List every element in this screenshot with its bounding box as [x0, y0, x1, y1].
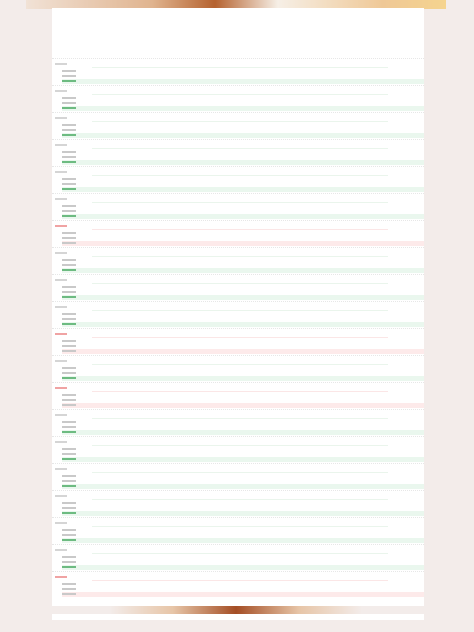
- question-item: [52, 58, 424, 85]
- radio-icon[interactable]: [62, 107, 76, 109]
- question-underline: [92, 67, 388, 68]
- radio-icon[interactable]: [62, 264, 76, 266]
- question-item: [52, 571, 424, 598]
- answer-option[interactable]: [62, 79, 424, 84]
- question-item: [52, 274, 424, 301]
- question-status-mark: [55, 360, 67, 362]
- question-underline: [92, 175, 388, 176]
- question-underline: [92, 472, 388, 473]
- radio-icon[interactable]: [62, 421, 76, 423]
- answer-option[interactable]: [62, 538, 424, 543]
- answer-option[interactable]: [62, 241, 424, 246]
- radio-icon[interactable]: [62, 102, 76, 104]
- radio-icon[interactable]: [62, 588, 76, 590]
- radio-icon[interactable]: [62, 507, 76, 509]
- answer-option[interactable]: [62, 322, 424, 327]
- question-status-mark: [55, 63, 67, 65]
- question-status-mark: [55, 225, 67, 227]
- question-item: [52, 328, 424, 355]
- radio-icon[interactable]: [62, 129, 76, 131]
- answer-option[interactable]: [62, 268, 424, 273]
- radio-icon[interactable]: [62, 242, 76, 244]
- radio-icon[interactable]: [62, 345, 76, 347]
- question-item: [52, 85, 424, 112]
- radio-icon[interactable]: [62, 593, 76, 595]
- radio-icon[interactable]: [62, 475, 76, 477]
- question-underline: [92, 229, 388, 230]
- radio-icon[interactable]: [62, 269, 76, 271]
- radio-icon[interactable]: [62, 75, 76, 77]
- question-status-mark: [55, 468, 67, 470]
- question-status-mark: [55, 171, 67, 173]
- question-list: [52, 58, 424, 598]
- question-status-mark: [55, 306, 67, 308]
- question-underline: [92, 580, 388, 581]
- radio-icon[interactable]: [62, 259, 76, 261]
- radio-icon[interactable]: [62, 485, 76, 487]
- question-item: [52, 436, 424, 463]
- question-underline: [92, 364, 388, 365]
- question-underline: [92, 418, 388, 419]
- question-underline: [92, 148, 388, 149]
- question-status-mark: [55, 333, 67, 335]
- question-status-mark: [55, 252, 67, 254]
- question-status-mark: [55, 414, 67, 416]
- radio-icon[interactable]: [62, 70, 76, 72]
- question-status-mark: [55, 576, 67, 578]
- answer-option[interactable]: [62, 214, 424, 219]
- radio-icon[interactable]: [62, 431, 76, 433]
- answer-option[interactable]: [62, 106, 424, 111]
- radio-icon[interactable]: [62, 583, 76, 585]
- radio-icon[interactable]: [62, 232, 76, 234]
- answer-option[interactable]: [62, 349, 424, 354]
- radio-icon[interactable]: [62, 556, 76, 558]
- radio-icon[interactable]: [62, 561, 76, 563]
- question-item: [52, 544, 424, 571]
- question-status-mark: [55, 144, 67, 146]
- question-item: [52, 139, 424, 166]
- radio-icon[interactable]: [62, 97, 76, 99]
- question-item: [52, 355, 424, 382]
- answer-option[interactable]: [62, 484, 424, 489]
- answer-option[interactable]: [62, 457, 424, 462]
- question-status-mark: [55, 495, 67, 497]
- radio-icon[interactable]: [62, 161, 76, 163]
- answer-option[interactable]: [62, 160, 424, 165]
- question-underline: [92, 391, 388, 392]
- radio-icon[interactable]: [62, 318, 76, 320]
- radio-icon[interactable]: [62, 340, 76, 342]
- question-item: [52, 193, 424, 220]
- radio-icon[interactable]: [62, 502, 76, 504]
- question-underline: [92, 310, 388, 311]
- radio-icon[interactable]: [62, 404, 76, 406]
- answer-option[interactable]: [62, 187, 424, 192]
- radio-icon[interactable]: [62, 377, 76, 379]
- radio-icon[interactable]: [62, 237, 76, 239]
- document-page: [52, 8, 424, 620]
- radio-icon[interactable]: [62, 313, 76, 315]
- radio-icon[interactable]: [62, 458, 76, 460]
- answer-option[interactable]: [62, 565, 424, 570]
- radio-icon[interactable]: [62, 205, 76, 207]
- question-status-mark: [55, 522, 67, 524]
- radio-icon[interactable]: [62, 151, 76, 153]
- radio-icon[interactable]: [62, 124, 76, 126]
- question-item: [52, 382, 424, 409]
- radio-icon[interactable]: [62, 394, 76, 396]
- question-status-mark: [55, 198, 67, 200]
- question-underline: [92, 256, 388, 257]
- answer-option[interactable]: [62, 592, 424, 597]
- question-underline: [92, 202, 388, 203]
- radio-icon[interactable]: [62, 367, 76, 369]
- answer-option[interactable]: [62, 376, 424, 381]
- question-underline: [92, 499, 388, 500]
- radio-icon[interactable]: [62, 480, 76, 482]
- question-status-mark: [55, 549, 67, 551]
- question-item: [52, 166, 424, 193]
- radio-icon[interactable]: [62, 291, 76, 293]
- answer-option[interactable]: [62, 133, 424, 138]
- radio-icon[interactable]: [62, 156, 76, 158]
- radio-icon[interactable]: [62, 448, 76, 450]
- radio-icon[interactable]: [62, 286, 76, 288]
- radio-icon[interactable]: [62, 215, 76, 217]
- question-status-mark: [55, 117, 67, 119]
- radio-icon[interactable]: [62, 296, 76, 298]
- radio-icon[interactable]: [62, 426, 76, 428]
- radio-icon[interactable]: [62, 534, 76, 536]
- radio-icon[interactable]: [62, 399, 76, 401]
- answer-option[interactable]: [62, 511, 424, 516]
- question-underline: [92, 121, 388, 122]
- question-underline: [92, 553, 388, 554]
- radio-icon[interactable]: [62, 453, 76, 455]
- bottom-banner-image: [26, 606, 446, 614]
- question-item: [52, 301, 424, 328]
- radio-icon[interactable]: [62, 80, 76, 82]
- question-item: [52, 517, 424, 544]
- answer-option[interactable]: [62, 430, 424, 435]
- question-underline: [92, 283, 388, 284]
- radio-icon[interactable]: [62, 566, 76, 568]
- radio-icon[interactable]: [62, 210, 76, 212]
- answer-option[interactable]: [62, 403, 424, 408]
- radio-icon[interactable]: [62, 134, 76, 136]
- question-status-mark: [55, 90, 67, 92]
- question-item: [52, 247, 424, 274]
- radio-icon[interactable]: [62, 188, 76, 190]
- question-underline: [92, 445, 388, 446]
- question-status-mark: [55, 387, 67, 389]
- question-item: [52, 463, 424, 490]
- question-underline: [92, 337, 388, 338]
- question-underline: [92, 526, 388, 527]
- question-item: [52, 409, 424, 436]
- question-item: [52, 490, 424, 517]
- radio-icon[interactable]: [62, 529, 76, 531]
- answer-option[interactable]: [62, 295, 424, 300]
- radio-icon[interactable]: [62, 323, 76, 325]
- question-item: [52, 112, 424, 139]
- question-status-mark: [55, 441, 67, 443]
- question-status-mark: [55, 279, 67, 281]
- radio-icon[interactable]: [62, 539, 76, 541]
- radio-icon[interactable]: [62, 178, 76, 180]
- question-underline: [92, 94, 388, 95]
- radio-icon[interactable]: [62, 350, 76, 352]
- radio-icon[interactable]: [62, 512, 76, 514]
- question-item: [52, 220, 424, 247]
- radio-icon[interactable]: [62, 183, 76, 185]
- radio-icon[interactable]: [62, 372, 76, 374]
